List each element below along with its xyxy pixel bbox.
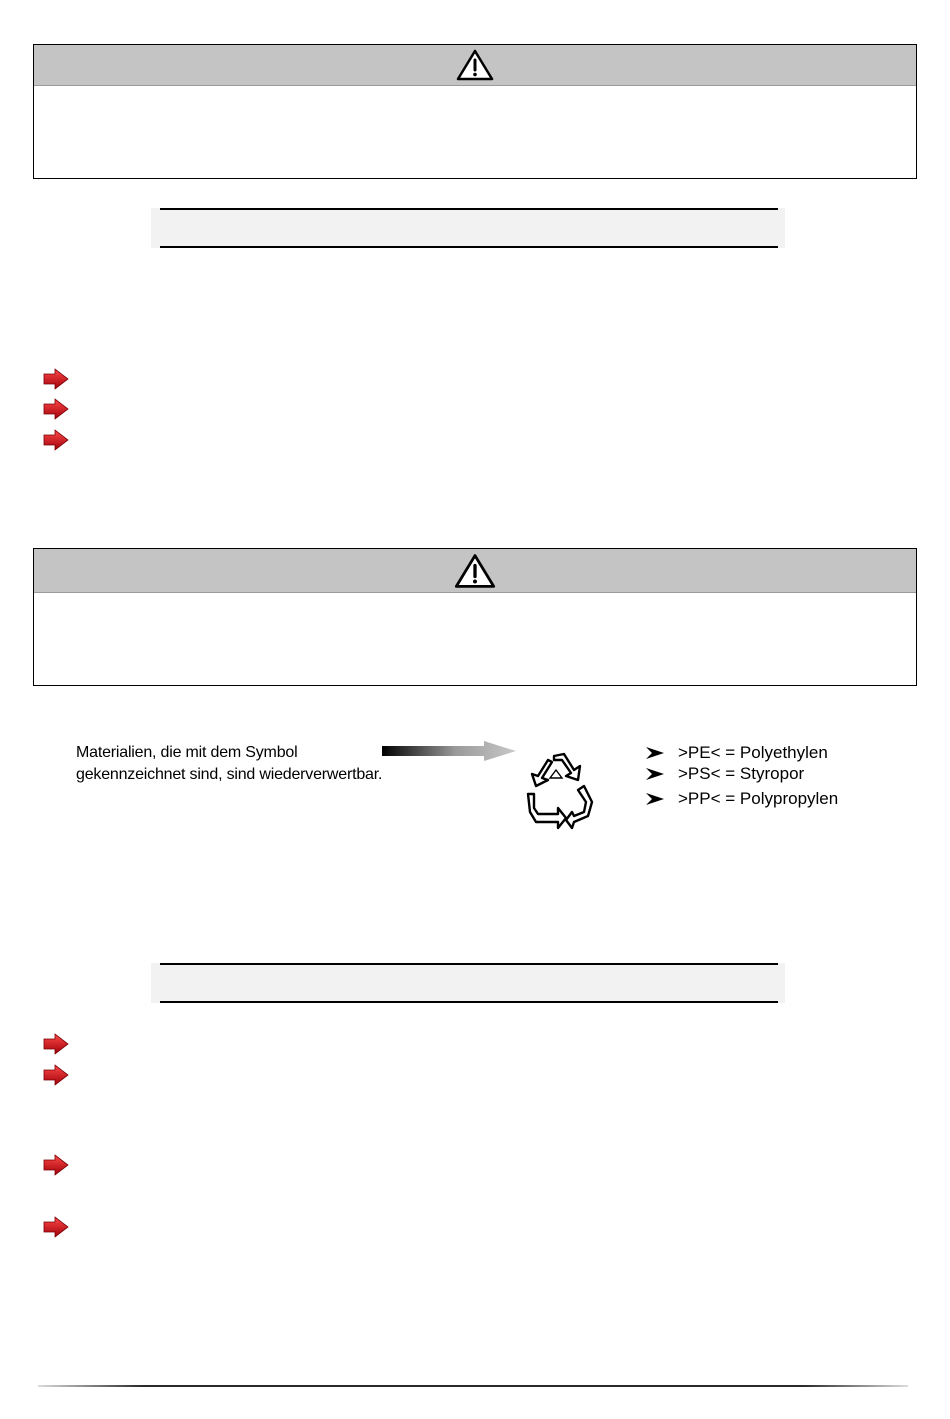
- section-heading-bar-2: [151, 963, 785, 1003]
- section-heading-bar-1: [151, 208, 785, 248]
- red-arrow-bullet-icon: [43, 429, 69, 451]
- red-arrow-bullet-icon: [43, 1154, 69, 1176]
- material-name: = Polyethylen: [725, 743, 828, 762]
- material-code: >PP<: [678, 789, 721, 808]
- red-arrow-bullet-icon: [43, 368, 69, 390]
- recycle-symbol-icon: [524, 750, 596, 838]
- warning-triangle-icon: [455, 48, 495, 82]
- gradient-arrow-icon: [380, 740, 518, 762]
- warning-box-2: [33, 548, 917, 686]
- material-code: >PE<: [678, 743, 721, 762]
- warning-body-2: [34, 593, 916, 685]
- material-code: >PS<: [678, 764, 721, 783]
- material-name: = Styropor: [725, 764, 805, 783]
- section-bar-top-rule: [160, 963, 778, 965]
- section-bar-bottom-rule: [160, 246, 778, 248]
- material-name: = Polypropylen: [725, 789, 839, 808]
- warning-triangle-icon: [453, 552, 497, 590]
- footer-rule: [38, 1385, 908, 1387]
- chevron-right-icon: [644, 792, 666, 806]
- red-arrow-bullet-icon: [43, 1216, 69, 1238]
- red-arrow-bullet-icon: [43, 398, 69, 420]
- list-item: [644, 789, 838, 809]
- red-arrow-bullet-icon: [43, 1033, 69, 1055]
- warning-header-2: [34, 549, 916, 593]
- warning-body-1: [34, 86, 916, 178]
- section-bar-bottom-rule: [160, 1001, 778, 1003]
- list-item: [644, 764, 804, 784]
- recycling-note-line-2: gekennzeichnet sind, sind wiederverwertbar.: [76, 766, 383, 783]
- warning-box-1: [33, 44, 917, 179]
- section-bar-top-rule: [160, 208, 778, 210]
- warning-header-1: [34, 45, 916, 86]
- recycling-note: [76, 742, 382, 786]
- recycling-note-line-1: Materialien, die mit dem Symbol: [76, 744, 298, 761]
- chevron-right-icon: [644, 767, 666, 781]
- list-item: [644, 743, 828, 763]
- red-arrow-bullet-icon: [43, 1064, 69, 1086]
- chevron-right-icon: [644, 746, 666, 760]
